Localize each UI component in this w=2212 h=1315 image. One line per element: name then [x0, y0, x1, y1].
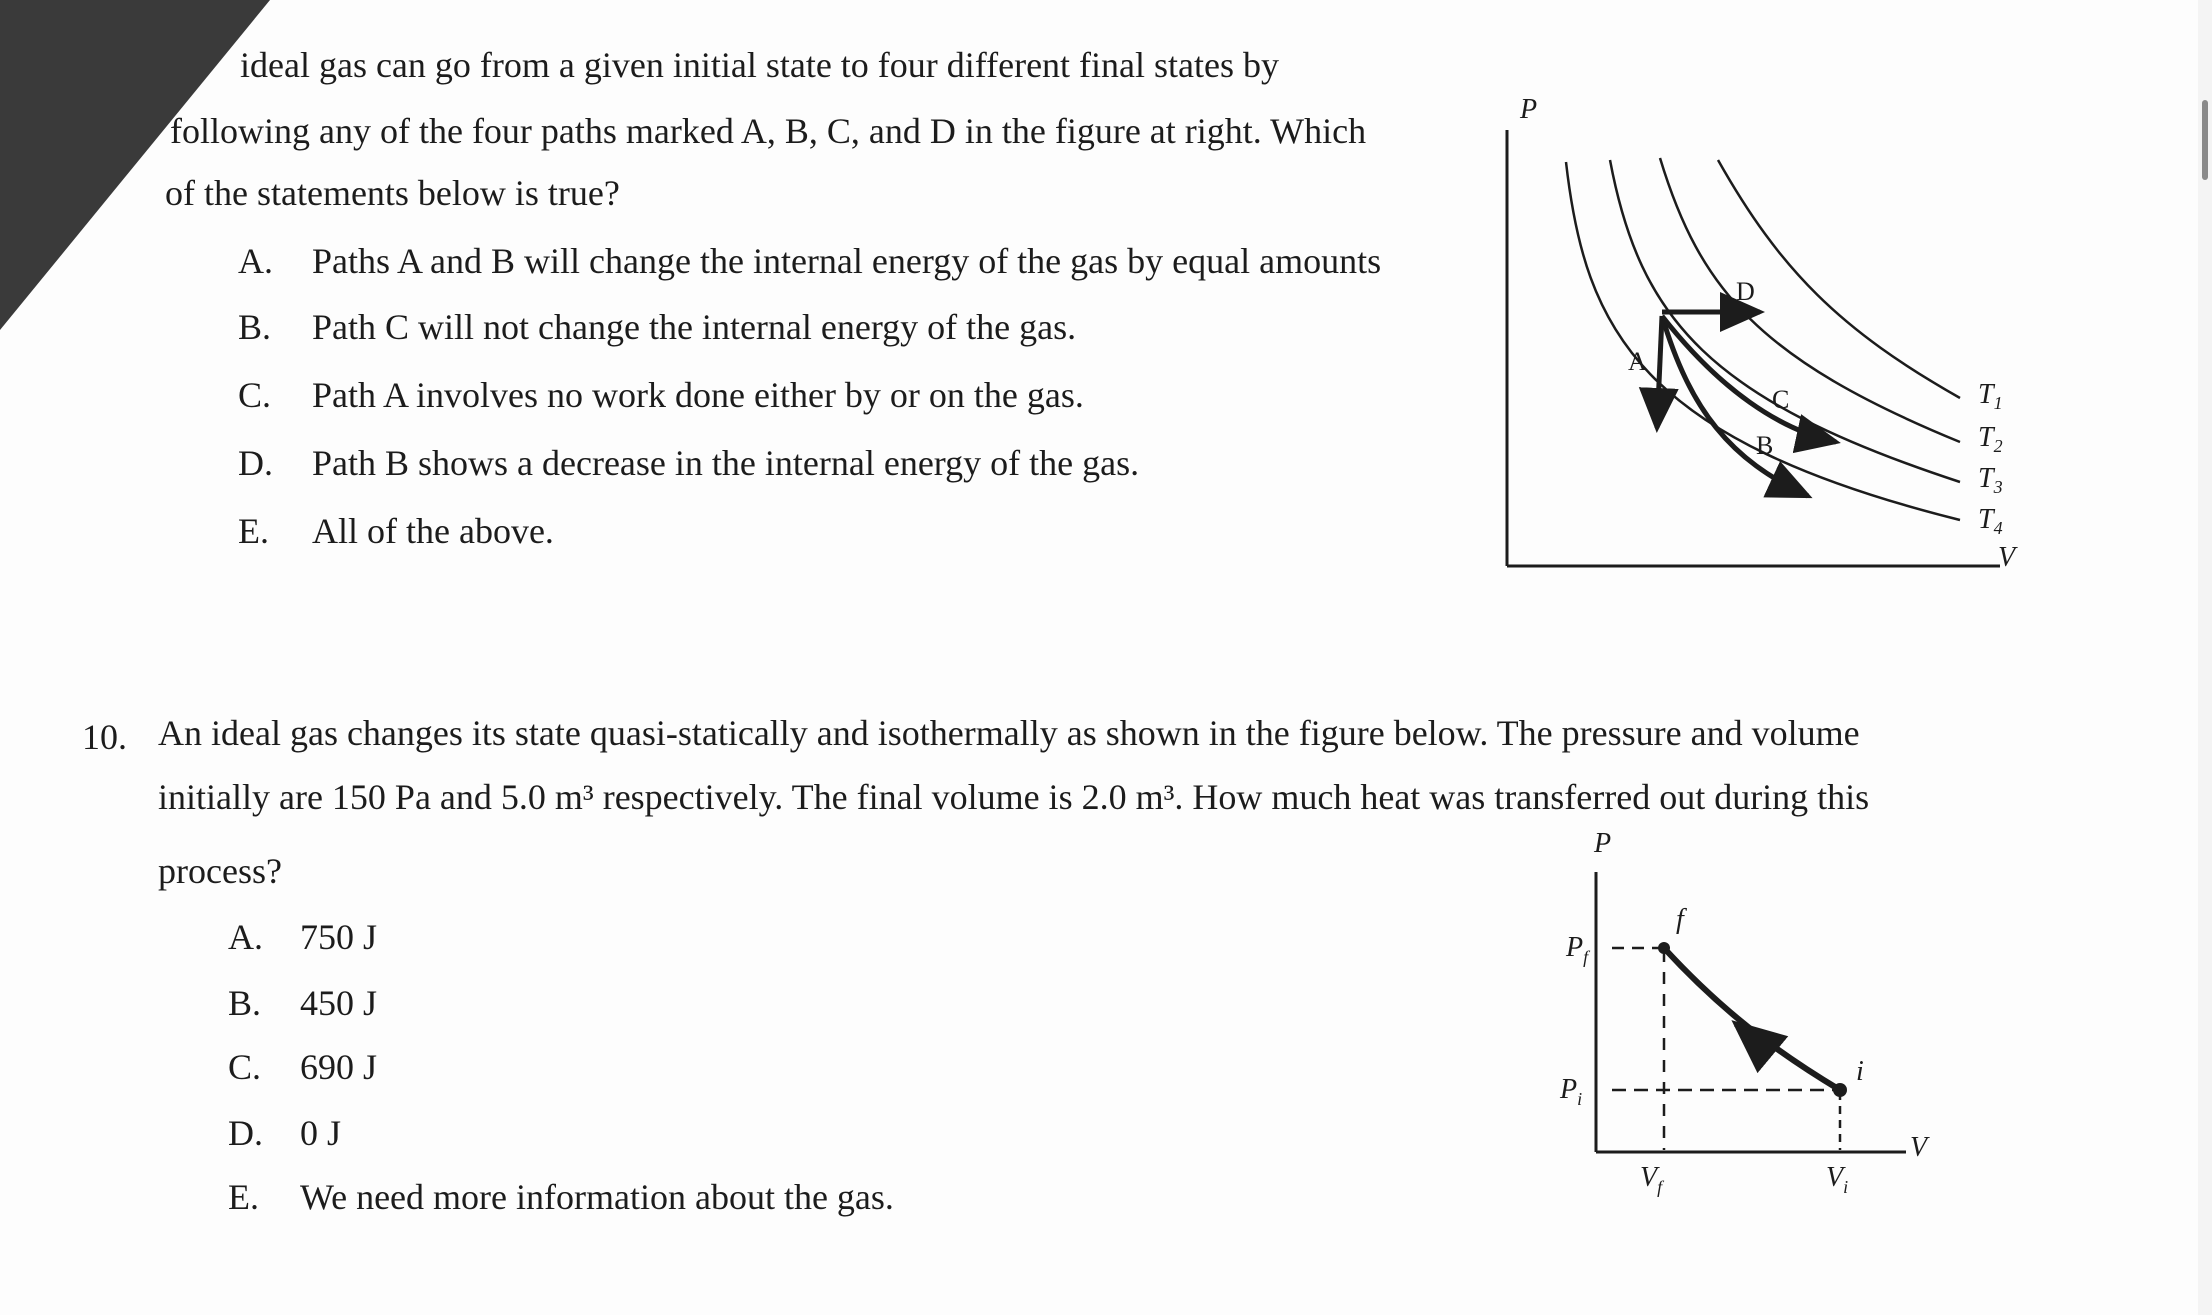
q9-option-d: [238, 442, 1139, 484]
q9-stem-line-1: ideal gas can go from a given initial state to four different final states by: [240, 45, 1280, 85]
isotherm-t2: [1660, 158, 1960, 442]
q10-option-c: [228, 1046, 377, 1088]
q9-option-b-text: Path C will not change the internal energy of the gas.: [312, 307, 1077, 347]
q10-p-axis-label: P: [1594, 828, 1612, 859]
q10-stem-line-3: process?: [158, 851, 282, 891]
point-f-label: f: [1676, 904, 1684, 935]
q9-label-t3: $T_3$: [1978, 463, 2003, 497]
q10-option-b-letter: B.: [228, 983, 262, 1023]
q10-pv-figure: [1550, 820, 1970, 1210]
vf-label-main: V: [1640, 1162, 1658, 1193]
q9-pv-figure: [1480, 80, 2040, 600]
q9-stem-line-3: of the statements below is true?: [165, 173, 620, 213]
vi-label-main: V: [1826, 1162, 1844, 1193]
q9-option-b-letter: B.: [238, 307, 272, 347]
q9-p-axis-label: P: [1520, 94, 1538, 125]
q9-option-c-text: Path A involves no work done either by or on the gas.: [312, 375, 1084, 415]
q10-option-a-text: 750 J: [300, 917, 378, 957]
vf-label: [1640, 1162, 1665, 1197]
q9-option-c: [238, 374, 1084, 416]
q10-option-e-text: We need more information about the gas.: [300, 1177, 894, 1217]
q9-stem-line-2: following any of the four paths marked A, B, C, and D in the figure at right. Which: [170, 111, 1367, 151]
q9-v-axis-label: V: [1998, 542, 2016, 573]
q9-option-d-text: Path B shows a decrease in the internal energy of the gas.: [312, 443, 1140, 483]
path-a-arrow: [1657, 316, 1662, 428]
q9-option-c-letter: C.: [238, 375, 272, 415]
q9-option-b: [238, 306, 1076, 348]
q10-stem-line-2: initially are 150 Pa and 5.0 m³ respectively. The final volume is 2.0 m³. How much heat was transferred out during this: [158, 777, 1870, 817]
q10-option-d: [228, 1112, 341, 1154]
q9-label-t3-text: 3: [1993, 477, 2003, 497]
q10-option-e-letter: E.: [228, 1177, 259, 1217]
q10-number: 10.: [82, 717, 127, 757]
isothermal-compression-curve: [1664, 948, 1840, 1090]
q9-label-t4-text: 4: [1993, 518, 2003, 538]
q10-option-d-letter: D.: [228, 1113, 263, 1153]
q9-option-e-letter: E.: [238, 511, 269, 551]
q9-label-t1: $T_1$: [1978, 379, 2003, 413]
vf-label-sub: f: [1657, 1177, 1663, 1197]
q10-option-b: [228, 982, 377, 1024]
q9-label-t1-text: 1: [1993, 393, 2003, 413]
q9-label-a: A: [1628, 347, 1647, 376]
pi-label-sub: i: [1577, 1089, 1583, 1109]
q9-label-b: B: [1756, 431, 1774, 460]
q9-label-c: C: [1772, 385, 1790, 414]
q10-option-c-text: 690 J: [300, 1047, 378, 1087]
isotherm-t4: [1566, 162, 1960, 520]
q9-label-t2-text: 2: [1993, 436, 2003, 456]
point-f-dot: [1658, 942, 1670, 954]
point-i-label: i: [1856, 1056, 1864, 1087]
pf-label: [1565, 932, 1591, 967]
q9-option-a: [238, 240, 1381, 282]
q9-label-d: D: [1736, 277, 1755, 306]
q10-option-b-text: 450 J: [300, 983, 378, 1023]
pf-label-sub: f: [1583, 947, 1589, 967]
q9-option-d-letter: D.: [238, 443, 273, 483]
pi-label: [1559, 1074, 1582, 1109]
q10-option-a-letter: A.: [228, 917, 263, 957]
q9-option-a-letter: A.: [238, 241, 273, 281]
q10-option-c-letter: C.: [228, 1047, 262, 1087]
vertical-scrollbar[interactable]: [2198, 0, 2212, 1315]
q9-option-a-text: Paths A and B will change the internal energy of the gas by equal amounts: [312, 241, 1382, 281]
photo-shadow-corner: [0, 0, 270, 330]
q9-label-t2: $T_2$: [1978, 422, 2003, 456]
q9-option-e: [238, 510, 554, 552]
vi-label: [1826, 1162, 1848, 1197]
pi-label-main: P: [1560, 1074, 1578, 1105]
q10-option-e: [228, 1176, 894, 1218]
q10-option-d-text: 0 J: [300, 1113, 342, 1153]
pf-label-main: P: [1566, 932, 1584, 963]
q10-stem-line-1: An ideal gas changes its state quasi-statically and isothermally as shown in the figure below. The pressure and volume: [158, 713, 1860, 753]
scrollbar-thumb[interactable]: [2202, 100, 2208, 180]
q10-option-a: [228, 916, 377, 958]
q10-v-axis-label: V: [1910, 1132, 1928, 1163]
q9-label-t4: $T_4$: [1978, 504, 2003, 538]
q9-option-e-text: All of the above.: [312, 511, 554, 551]
point-i-dot: [1833, 1083, 1847, 1097]
vi-label-sub: i: [1843, 1177, 1849, 1197]
